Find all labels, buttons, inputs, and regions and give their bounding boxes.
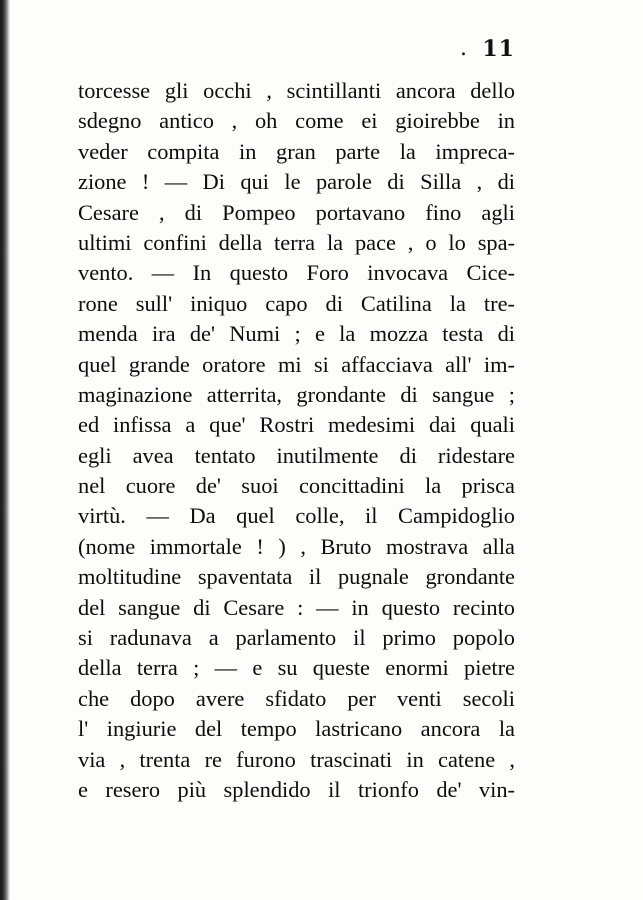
text-line: rone sull' iniquo capo di Catilina la tre- — [78, 290, 515, 316]
text-line: l' ingiurie del tempo lastricano ancora la — [78, 716, 515, 742]
text-line: via , trenta re furono trascinati in catene , — [78, 746, 515, 772]
text-line: e resero più splendido il trionfo de' vin- — [78, 776, 515, 802]
text-line: vento. — In questo Foro invocava Cice- — [78, 260, 515, 286]
text-line: della terra ; — e su queste enormi pietre — [78, 655, 515, 681]
page-number: 11 — [482, 36, 515, 62]
text-line: ultimi confini della terra la pace , o lo spa- — [78, 229, 515, 255]
text-line: Cesare , di Pompeo portavano fino agli — [78, 199, 515, 225]
text-line: maginazione atterrita, grondante di sangue ; — [78, 381, 515, 407]
text-line: quel grande oratore mi si affacciava all' im- — [78, 351, 515, 377]
text-line: (nome immortale ! ) , Bruto mostrava alla — [78, 533, 515, 559]
text-line: egli avea tentato inutilmente di ridestare — [78, 442, 515, 468]
binding-edge — [0, 0, 10, 900]
text-line: veder compita in gran parte la impreca- — [78, 138, 515, 164]
text-line: ed infissa a que' Rostri medesimi dai quali — [78, 412, 515, 438]
text-line: zione ! — Di qui le parole di Silla , di — [78, 169, 515, 195]
text-line: virtù. — Da quel colle, il Campidoglio — [78, 503, 515, 529]
text-line: menda ira de' Numi ; e la mozza testa di — [78, 321, 515, 347]
text-line: che dopo avere sfidato per venti secoli — [78, 685, 515, 711]
page-number-dot: . — [460, 36, 467, 61]
text-line: torcesse gli occhi , scintillanti ancora dello — [78, 78, 515, 103]
text-line: moltitudine spaventata il pugnale grondante — [78, 564, 515, 590]
text-line: sdegno antico , oh come ei gioirebbe in — [78, 108, 515, 134]
text-line: del sangue di Cesare : — in questo recinto — [78, 594, 515, 620]
text-line: nel cuore de' suoi concittadini la prisca — [78, 473, 515, 499]
body-text — [78, 76, 515, 805]
text-line: si radunava a parlamento il primo popolo — [78, 625, 515, 651]
